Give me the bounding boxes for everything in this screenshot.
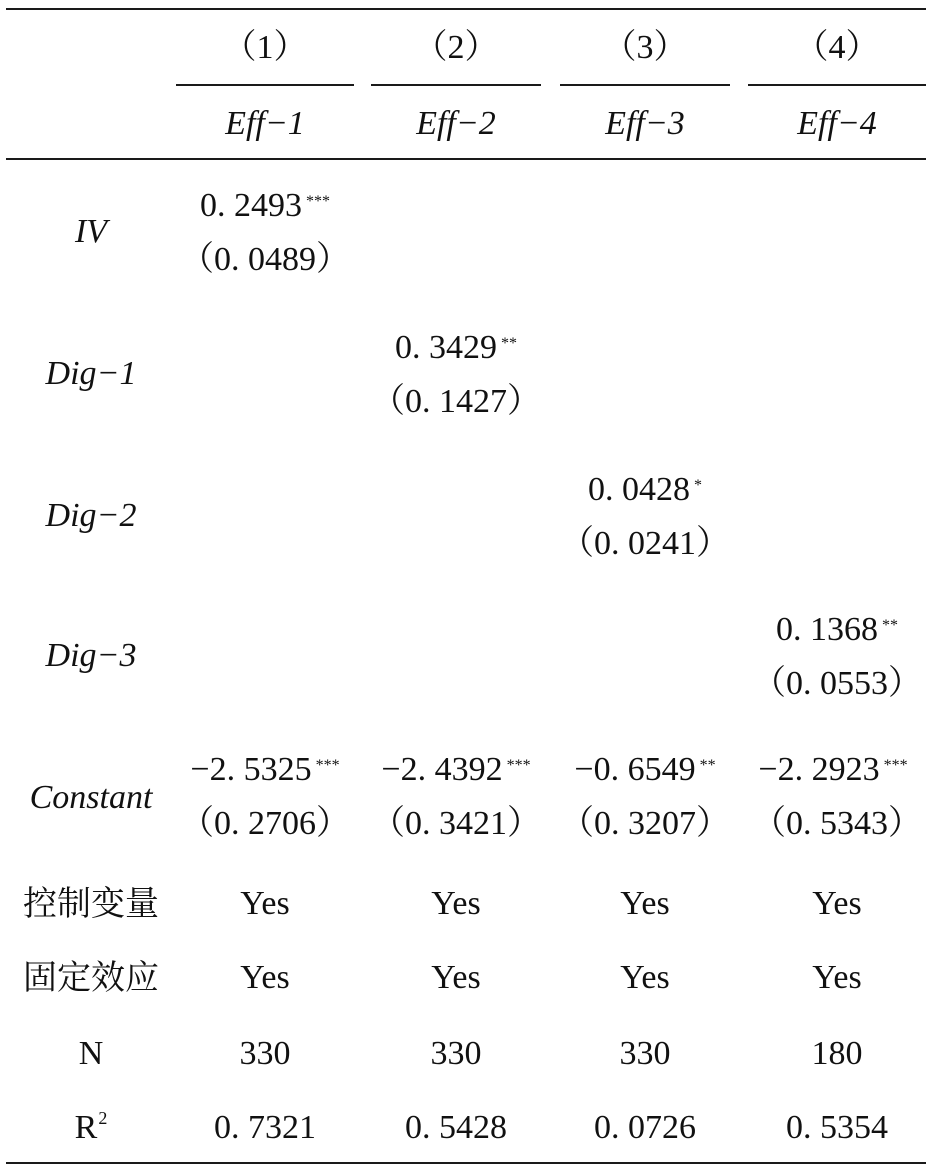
col-rule-4	[748, 84, 926, 86]
coef-constant-3: −0. 6549 **	[574, 751, 716, 788]
coef-dig2: 0. 0428 *	[588, 471, 702, 508]
top-rule	[6, 8, 926, 10]
n-3: 330	[619, 1035, 671, 1072]
col-number-1: （1）	[222, 29, 308, 66]
se-dig1: （0. 1427）	[371, 383, 541, 420]
row-label-n: N	[78, 1035, 104, 1072]
coef-constant-2: −2. 4392 ***	[381, 751, 531, 788]
col-rule-1	[176, 84, 354, 86]
row-label-dig2: Dig−2	[45, 497, 137, 534]
fixed-3: Yes	[620, 959, 670, 996]
row-label-dig1: Dig−1	[45, 355, 137, 392]
se-iv: （0. 0489）	[180, 241, 350, 278]
row-label-iv: IV	[74, 213, 108, 250]
n-1: 330	[239, 1035, 291, 1072]
col-label-1: Eff−1	[225, 105, 305, 142]
se-constant-2: （0. 3421）	[371, 805, 541, 842]
n-4: 180	[811, 1035, 863, 1072]
controls-3: Yes	[620, 885, 670, 922]
coef-constant-4: −2. 2923 ***	[758, 751, 908, 788]
se-dig3: （0. 0553）	[752, 665, 922, 702]
col-label-3: Eff−3	[605, 105, 685, 142]
bottom-rule	[6, 1162, 926, 1164]
fixed-4: Yes	[812, 959, 862, 996]
se-constant-3: （0. 3207）	[560, 805, 730, 842]
header-rule	[6, 158, 926, 160]
coef-constant-1: −2. 5325 ***	[190, 751, 340, 788]
col-number-2: （2）	[413, 29, 499, 66]
coef-dig1: 0. 3429 **	[395, 329, 517, 366]
col-label-4: Eff−4	[797, 105, 877, 142]
row-label-constant: Constant	[29, 779, 153, 816]
se-constant-1: （0. 2706）	[180, 805, 350, 842]
row-label-r2: $R^2$	[74, 1108, 108, 1146]
r2-3: 0. 0726	[594, 1109, 696, 1146]
r2-2: 0. 5428	[405, 1109, 507, 1146]
col-rule-3	[560, 84, 730, 86]
controls-2: Yes	[431, 885, 481, 922]
fixed-1: Yes	[240, 959, 290, 996]
se-constant-4: （0. 5343）	[752, 805, 922, 842]
row-label-controls: 控制变量	[23, 884, 159, 924]
col-number-3: （3）	[602, 29, 688, 66]
n-2: 330	[430, 1035, 482, 1072]
col-number-4: （4）	[794, 29, 880, 66]
row-label-fixed-effects: 固定效应	[23, 958, 159, 998]
fixed-2: Yes	[431, 959, 481, 996]
coef-iv: 0. 2493 ***	[200, 187, 330, 224]
coef-dig3: 0. 1368 **	[776, 611, 898, 648]
controls-4: Yes	[812, 885, 862, 922]
row-label-dig3: Dig−3	[45, 637, 137, 674]
r2-1: 0. 7321	[214, 1109, 316, 1146]
r2-4: 0. 5354	[786, 1109, 888, 1146]
se-dig2: （0. 0241）	[560, 525, 730, 562]
col-label-2: Eff−2	[416, 105, 496, 142]
controls-1: Yes	[240, 885, 290, 922]
col-rule-2	[371, 84, 541, 86]
